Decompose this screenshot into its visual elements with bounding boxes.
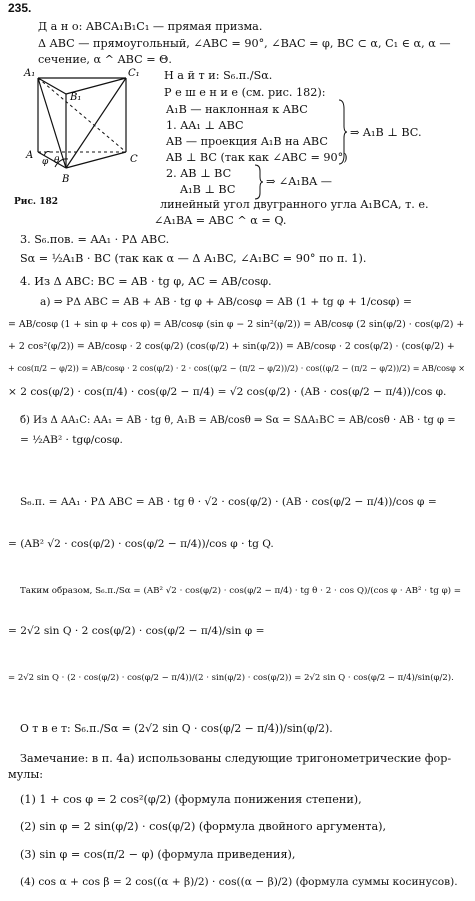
label-b: B [62, 174, 70, 185]
formula-3a: 3. S₆.пов. = AA₁ · PΔ ABC. [20, 233, 170, 246]
prism-figure [8, 66, 158, 196]
step-1-line-a: A₁B — наклонная к ABC [166, 103, 308, 116]
formula-result-2: = 2√2 sin Q · (2 · cos(φ/2) · cos(φ/2 − π/4))/(2 · sin(φ/2) · cos(φ/2)) = 2√2 sin Q · cos(φ/2 − π/4)/sin(φ/2). [8, 673, 454, 683]
step-2-line-a: 2. AB ⊥ BC [166, 167, 232, 180]
formula-ratio-setup: Таким образом, S₆.п./Sα = (AB² √2 · cos(φ/2) · cos(φ/2 − π/4) · tg θ · 2 · cos Q)/(cos φ · AB² · tg φ) = [20, 586, 462, 596]
note-line-2: мулы: [8, 768, 44, 781]
formula-result-1: = 2√2 sin Q · 2 cos(φ/2) · cos(φ/2 − π/4)/sin φ = [8, 625, 265, 637]
find-line: Н а й т и: S₆.п./Sα. [164, 69, 273, 82]
label-c: C [130, 154, 138, 165]
step-2-continuation-2: ∠A₁BA = ABC ^ α = Q. [154, 214, 287, 227]
note-formula-2: (2) sin φ = 2 sin(φ/2) · cos(φ/2) (формула двойного аргумента), [20, 820, 387, 833]
formula-4b-line-1: б) Из Δ AA₁C: AA₁ = AB · tg θ, A₁B = AB/cosθ ⇒ Sα = SΔA₁BC = AB/cosθ · AB · tg φ = [20, 415, 456, 426]
formula-4: 4. Из Δ ABC: BC = AB · tg φ, AC = AB/cosφ. [20, 275, 272, 288]
label-a: A [26, 150, 34, 161]
note-formula-3: (3) sin φ = cos(π/2 − φ) (формула приведения), [20, 848, 296, 861]
step-1-result: ⇒ A₁B ⊥ BC. [350, 126, 422, 139]
step-2-result: ⇒ ∠A₁BA — [266, 175, 332, 188]
figure-caption: Рис. 182 [14, 197, 58, 207]
label-phi: φ [42, 157, 49, 167]
step-1-brace [338, 99, 348, 165]
problem-number: 235. [8, 1, 32, 15]
formula-4a-line-1: а) ⇒ PΔ ABC = AB + AB · tg φ + AB/cosφ = AB (1 + tg φ + 1/cosφ) = [40, 296, 412, 308]
step-2-continuation-1: линейный угол двугранного угла A₁BCA, т. е. [160, 198, 429, 211]
formula-4b-line-2: = ½AB² · tgφ/cosφ. [20, 434, 123, 446]
step-2-brace [254, 164, 264, 200]
label-theta: θ [54, 156, 60, 166]
solution-header: Р е ш е н и е (см. рис. 182): [164, 86, 326, 99]
note-formula-1: (1) 1 + cos φ = 2 cos²(φ/2) (формула понижения степени), [20, 793, 362, 806]
given-line-3: сечение, α ^ ABC = Θ. [38, 53, 172, 66]
formula-4b-line-3: S₆.п. = AA₁ · PΔ ABC = AB · tg θ · √2 · cos(φ/2) · (AB · cos(φ/2 − π/4))/cos φ = [20, 496, 437, 508]
formula-4a-line-5: × 2 cos(φ/2) · cos(π/4) · cos(φ/2 − π/4) = √2 cos(φ/2) · (AB · cos(φ/2 − π/4))/cos φ. [8, 386, 447, 398]
step-1-line-d: AB ⊥ BC (так как ∠ABC = 90°) [166, 151, 348, 164]
formula-4a-line-3: + 2 cos²(φ/2)) = AB/cosφ · 2 cos(φ/2) (cos(φ/2) + sin(φ/2)) = AB/cosφ · 2 cos(φ/2) · (cos(φ/2) + [8, 341, 455, 352]
step-2-line-b: A₁B ⊥ BC [180, 183, 236, 196]
note-line-1: Замечание: в п. 4а) использованы следующие тригонометрические фор- [20, 752, 452, 765]
formula-4b-line-4: = (AB² √2 · cos(φ/2) · cos(φ/2 − π/4))/cos φ · tg Q. [8, 538, 274, 550]
label-a1: A₁ [24, 68, 36, 79]
given-line-1: Д а н о: ABCA₁B₁C₁ — прямая призма. [38, 20, 263, 33]
given-line-2: Δ ABC — прямоугольный, ∠ABC = 90°, ∠BAC = φ, BC ⊂ α, C₁ ∈ α, α — [38, 37, 451, 50]
answer-line: О т в е т: S₆.п./Sα = (2√2 sin Q · cos(φ/2 − π/4))/sin(φ/2). [20, 722, 333, 735]
note-formula-4: (4) cos α + cos β = 2 cos((α + β)/2) · cos((α − β)/2) (формула суммы косинусов). [20, 876, 458, 888]
step-1-line-b: 1. AA₁ ⊥ ABC [166, 119, 244, 132]
formula-4a-line-4: + cos(π/2 − φ/2)) = AB/cosφ · 2 cos(φ/2) · 2 · cos((φ/2 − (π/2 − φ/2))/2) · cos((φ/2 − (π/2 − φ/2))/2) = AB/cosφ × [8, 363, 466, 373]
label-b1: B₁ [70, 92, 82, 103]
formula-4a-line-2: = AB/cosφ (1 + sin φ + cos φ) = AB/cosφ (sin φ − 2 sin²(φ/2)) = AB/cosφ (2 sin(φ/2) · cos(φ/2) + [8, 319, 465, 330]
label-c1: C₁ [128, 68, 140, 79]
formula-3b: Sα = ½A₁B · BC (так как α — Δ A₁BC, ∠A₁BC = 90° по п. 1). [20, 252, 367, 265]
step-1-line-c: AB — проекция A₁B на ABC [166, 135, 328, 148]
